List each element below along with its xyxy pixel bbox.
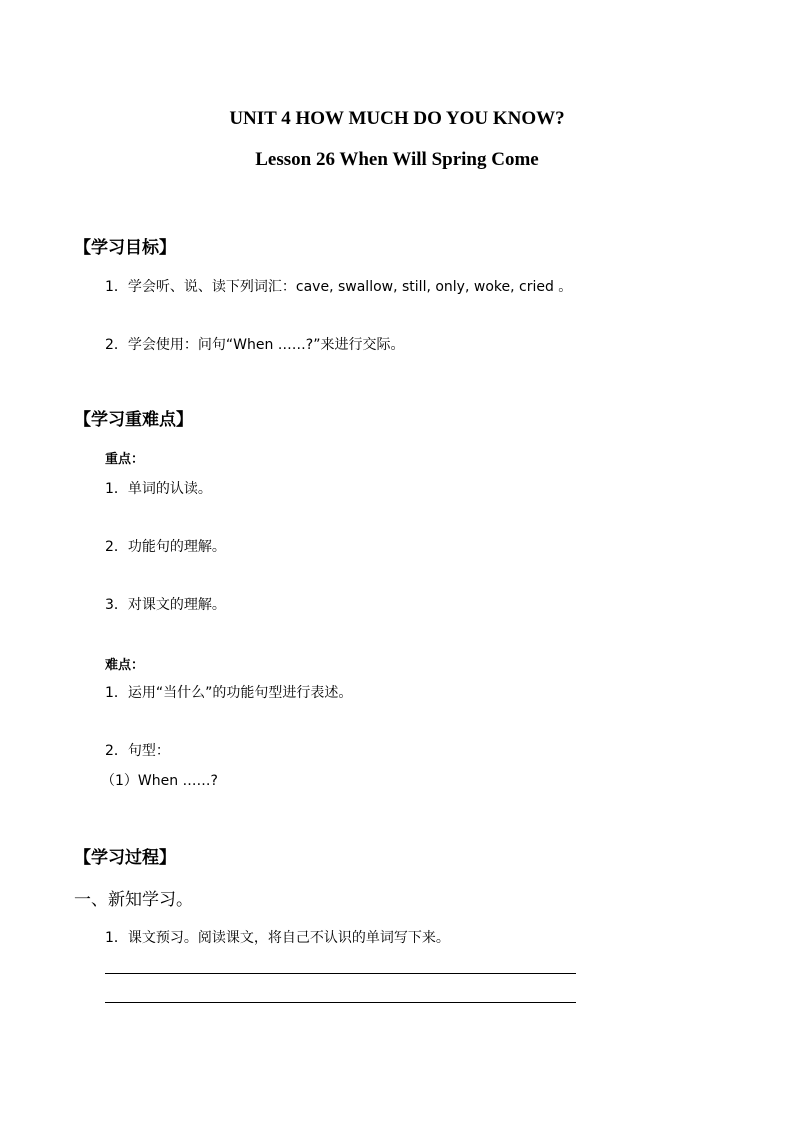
- goal-item-2: 2．学会使用：问句“When ……?”来进行交际。: [105, 337, 405, 353]
- focus-label: 重点：: [105, 452, 145, 467]
- focus-item-3: 3．对课文的理解。: [105, 597, 226, 613]
- answer-line-1[interactable]: [105, 973, 576, 974]
- goal-item-1: 1．学会听、说、读下列词汇：cave, swallow, still, only, woke, cried 。: [105, 279, 573, 295]
- part-one-heading: 一、新知学习。: [74, 890, 193, 910]
- difficulty-item-1: 1．运用“当什么”的功能句型进行表述。: [105, 685, 353, 701]
- focus-item-2: 2．功能句的理解。: [105, 539, 226, 555]
- unit-title: UNIT 4 HOW MUCH DO YOU KNOW?: [229, 108, 565, 129]
- step-one-text: 1．课文预习。阅读课文，将自己不认识的单词写下来。: [105, 930, 450, 946]
- difficulty-item-2: 2．句型：: [105, 743, 170, 759]
- difficulty-label: 难点：: [105, 658, 145, 673]
- key-points-heading: 【学习重难点】: [74, 410, 193, 430]
- lesson-title: Lesson 26 When Will Spring Come: [255, 149, 539, 170]
- process-heading: 【学习过程】: [74, 848, 176, 868]
- pattern-item: （1）When ……?: [101, 773, 218, 789]
- focus-item-1: 1．单词的认读。: [105, 481, 212, 497]
- answer-line-2[interactable]: [105, 1002, 576, 1003]
- goals-heading: 【学习目标】: [74, 238, 176, 258]
